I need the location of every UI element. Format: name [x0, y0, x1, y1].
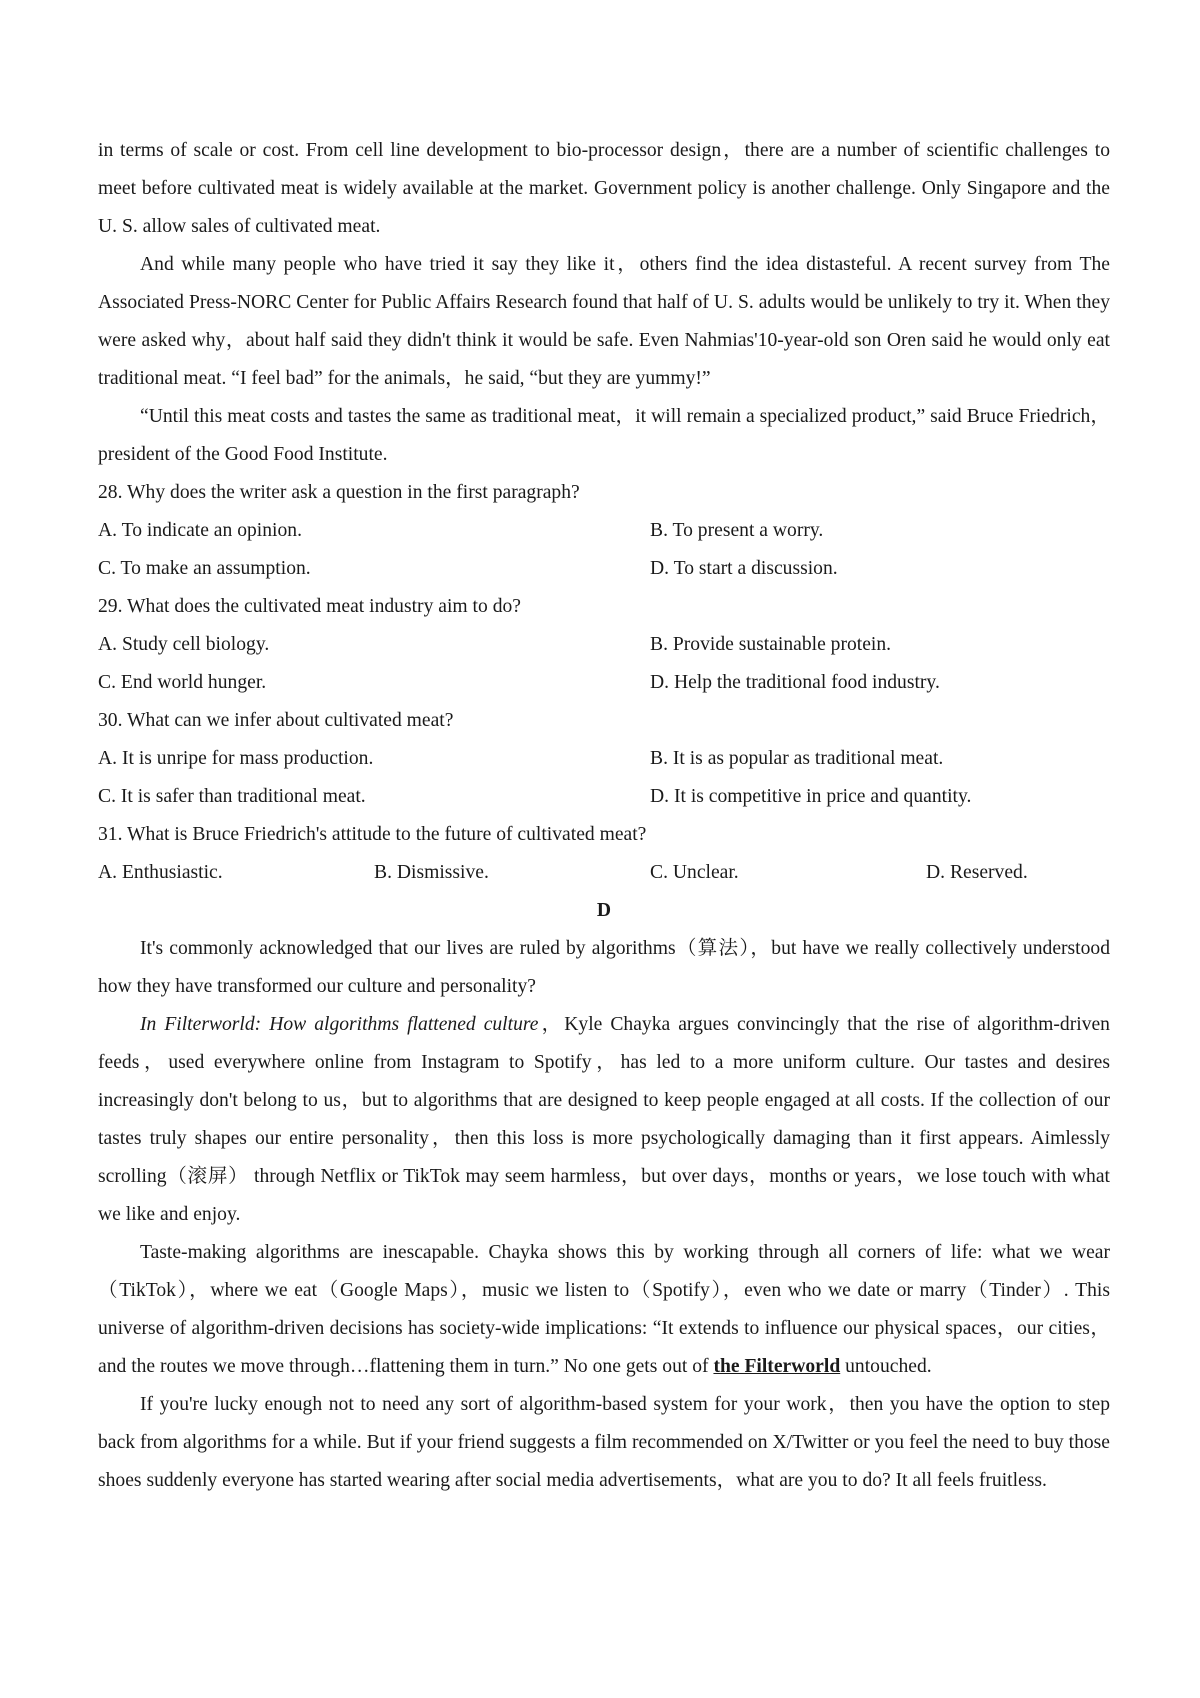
options-row — [98, 512, 1110, 550]
question-stem: 31. What is Bruce Friedrich's attitude to the future of cultivated meat? — [98, 824, 647, 845]
option-b: B. To present a worry. — [650, 520, 824, 541]
passage-d-paragraph-1: It's commonly acknowledged that our lives are ruled by algorithms（算法），but have we really collectively understood how they have transformed our culture and personality? — [98, 938, 1110, 997]
option-d: D. It is competitive in price and quantity. — [650, 786, 972, 807]
options-row — [98, 854, 1110, 892]
question-stem: 30. What can we infer about cultivated meat? — [98, 710, 454, 731]
passage-d-paragraph-4: If you're lucky enough not to need any sort of algorithm-based system for your work，then you have the option to step back from algorithms for a while. But if your friend suggests a film recommended on X/Twitter or you feel the need to buy those shoes suddenly everyone has started wearing after social media advertisements，what are you to do? It all feels fruitless. — [98, 1394, 1110, 1491]
option-c: C. End world hunger. — [98, 672, 267, 693]
exam-page — [98, 132, 1110, 1500]
passage-d-paragraph-3 — [98, 1234, 1110, 1386]
option-c: C. Unclear. — [650, 862, 739, 883]
option-b: B. Provide sustainable protein. — [650, 634, 892, 655]
underlined-phrase: the Filterworld — [713, 1356, 841, 1377]
section-heading: D — [596, 900, 612, 921]
option-c: C. To make an assumption. — [98, 558, 311, 579]
option-a: A. Study cell biology. — [98, 634, 270, 655]
question-stem: 29. What does the cultivated meat industry aim to do? — [98, 596, 521, 617]
option-d: D. Reserved. — [926, 862, 1028, 883]
question-30 — [98, 702, 1110, 816]
options-row — [98, 550, 1110, 588]
option-b: B. It is as popular as traditional meat. — [650, 748, 944, 769]
passage-c-paragraph-1: in terms of scale or cost. From cell line development to bio-processor design，there are a number of scientific challenges to meet before cultivated meat is widely available at the market. Government policy is another challenge. Only Singapore and the U. S. allow sales of cultivated meat. — [98, 140, 1110, 237]
paragraph-text: untouched. — [840, 1356, 932, 1377]
question-28 — [98, 474, 1110, 588]
option-d: D. To start a discussion. — [650, 558, 838, 579]
question-stem: 28. Why does the writer ask a question in the first paragraph? — [98, 482, 580, 503]
options-row — [98, 664, 1110, 702]
paragraph-text: Taste-making algorithms are inescapable. Chayka shows this by working through all corners of life: what we wear（TikTok），where we eat（Google Maps），music we listen to（Spotify），even who we date or marry（Tinder）. This universe of algorithm-driven decisions has society-wide implications: “It extends to influence our physical spaces，our cities，and the routes we move through…flattening them in turn.” No one gets out of — [98, 1242, 1110, 1377]
question-29 — [98, 588, 1110, 702]
question-31 — [98, 816, 1110, 892]
option-c: C. It is safer than traditional meat. — [98, 786, 366, 807]
option-a: A. It is unripe for mass production. — [98, 748, 374, 769]
passage-c-paragraph-3: “Until this meat costs and tastes the same as traditional meat，it will remain a specialized product,” said Bruce Friedrich，president of the Good Food Institute. — [98, 406, 1110, 465]
option-d: D. Help the traditional food industry. — [650, 672, 940, 693]
options-row — [98, 740, 1110, 778]
passage-c-paragraph-2: And while many people who have tried it say they like it，others find the idea distasteful. A recent survey from The Associated Press-NORC Center for Public Affairs Research found that half of U. S. adults would be unlikely to try it. When they were asked why，about half said they didn't think it would be safe. Even Nahmias'10-year-old son Oren said he would only eat traditional meat. “I feel bad” for the animals，he said, “but they are yummy!” — [98, 254, 1110, 389]
options-row — [98, 626, 1110, 664]
book-title: In Filterworld: How algorithms flattened culture — [140, 1014, 539, 1035]
option-b: B. Dismissive. — [374, 862, 489, 883]
paragraph-text: ，Kyle Chayka argues convincingly that the rise of algorithm-driven feeds，used everywhere online from Instagram to Spotify，has led to a more uniform culture. Our tastes and desires increasingly don't belong to us，but to algorithms that are designed to keep people engaged at all costs. If the collection of our tastes truly shapes our entire personality，then this loss is more psychologically damaging than it first appears. Aimlessly scrolling（滚屏） through Netflix or TikTok may seem harmless，but over days，months or years，we lose touch with what we like and enjoy. — [98, 1014, 1110, 1225]
passage-d-paragraph-2 — [98, 1006, 1110, 1234]
options-row — [98, 778, 1110, 816]
option-a: A. Enthusiastic. — [98, 862, 223, 883]
option-a: A. To indicate an opinion. — [98, 520, 302, 541]
